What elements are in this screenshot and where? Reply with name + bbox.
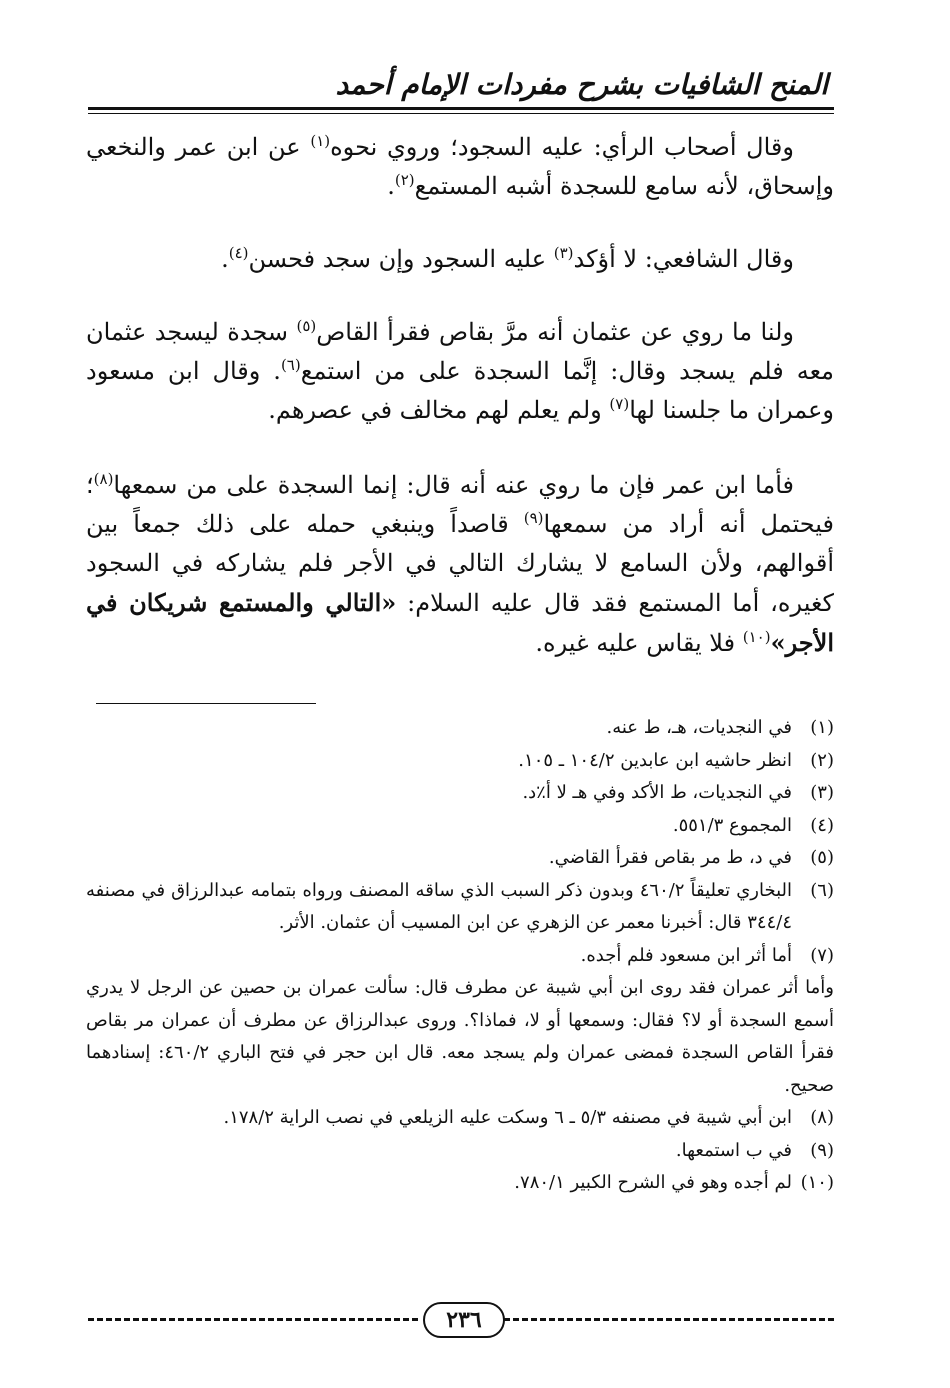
footnote-text: لم أجده وهو في الشرح الكبير ٧٨٠/١. <box>514 1172 792 1193</box>
text-segment: فأما ابن عمر فإن ما روي عنه أنه قال: إنما السجدة على من سمعها <box>113 471 794 499</box>
footnote-item <box>86 842 834 875</box>
paragraph-3 <box>86 313 834 430</box>
footnote-number: (٨) <box>810 1107 834 1128</box>
footnote-item <box>86 1102 834 1135</box>
footnote-text: ابن أبي شيبة في مصنفه ٥/٣ ـ ٦ وسكت عليه الزيلعي في نصب الراية ١٧٨/٢. <box>223 1107 792 1128</box>
paragraph-2-text <box>86 240 834 279</box>
text-segment: ؛ فيحتمل أنه أراد من سمعها <box>86 471 835 538</box>
footnote-number: (٣) <box>810 782 834 803</box>
footnote-text: المجموع ٥٥١/٣. <box>672 814 792 836</box>
text-segment: سجدة ليسجد عثمان معه فلم يسجد وقال: إنَّما السجدة على من استمع <box>86 318 835 385</box>
footnote-text: انظر حاشيه ابن عابدين ١٠٤/٢ ـ ١٠٥. <box>518 749 792 771</box>
footnote-number: (٦) <box>810 879 834 901</box>
footnote-ref-8: (٨) <box>93 470 114 488</box>
footnote-ref-6: (٦) <box>280 356 301 374</box>
hadith-quote: «التالي والمستمع شريكان في الأجر» <box>86 588 834 657</box>
footnote-text: في ب استمعها. <box>675 1139 792 1161</box>
text-segment: . <box>387 172 395 200</box>
text-segment: قاصداً وينبغي حمله على ذلك جمعاً بين أقوالهم، ولأن السامع لا يشارك التالي في الأجر فلم يشاركه في السجود كغيره، أما المستمع فقد قال عليه السلام: <box>86 510 834 617</box>
text-segment: . <box>221 245 229 273</box>
footnote-number: (٤) <box>810 814 834 836</box>
text-segment: . وقال ابن مسعود وعمران ما جلسنا لها <box>86 357 834 424</box>
text-segment: وقال الشافعي: لا أؤكد <box>573 245 794 273</box>
footnote-item <box>86 745 834 778</box>
footer-dashed-rule-right <box>504 1318 834 1321</box>
paragraph-1 <box>86 128 834 206</box>
footnote-text: أما أثر ابن مسعود فلم أجده. <box>580 944 792 966</box>
footnote-number: (٥) <box>810 847 834 868</box>
footnote-ref-10: (١٠) <box>742 628 771 646</box>
footnote-number: (٢) <box>810 749 834 771</box>
footnote-ref-4: (٤) <box>228 244 249 262</box>
footnote-text: في د، ط مر بقاص فقرأ القاضي. <box>548 847 792 868</box>
page-number: ٢٣٦ <box>423 1302 505 1338</box>
footnote-item <box>86 777 834 810</box>
footnote-item <box>86 940 834 973</box>
footnote-text: البخاري تعليقاً ٤٦٠/٢ وبدون ذكر السبب الذي ساقه المصنف ورواه بتمامه عبدالرزاق في مصنفه ٣٤٤/٤ قال: أخبرنا معمر عن الزهري عن ابن المسيب أن عثمان. الأثر. <box>86 879 792 933</box>
footnote-number: (٩) <box>810 1139 834 1161</box>
footnote-ref-9: (٩) <box>523 509 544 527</box>
footnote-item <box>86 1167 834 1200</box>
text-segment: ولنا ما روي عن عثمان أنه مرَّ بقاص فقرأ القاص <box>316 318 794 346</box>
paragraph-1-text <box>86 128 834 206</box>
footnote-number: (١) <box>810 717 834 738</box>
footnotes <box>86 712 834 1200</box>
footnote-item <box>86 1135 834 1168</box>
footnote-ref-1: (١) <box>310 132 331 150</box>
paragraph-4 <box>86 466 834 663</box>
text-segment: عن ابن عمر والنخعي وإسحاق، لأنه سامع للسجدة أشبه المستمع <box>86 133 834 200</box>
paragraph-3-text <box>86 313 834 430</box>
footnote-item <box>86 712 834 745</box>
footnote-number: (٧) <box>810 944 834 966</box>
header-title: المنح الشافيات بشرح مفردات الإمام أحمد <box>335 68 828 101</box>
footnote-text: في النجديات، ط الأكد وفي هـ لا أ٪د. <box>522 782 792 803</box>
footnote-item <box>86 875 834 940</box>
header-rule-thin <box>88 113 834 114</box>
footnote-continuation: وأما أثر عمران فقد روى ابن أبي شيبة عن مطرف قال: سألت عمران بن حصين عن الرجل لا يدري أسمع السجدة أو لا؟ فقال: وسمعها أو لا، فماذا؟. وروى عبدالرزاق عن مطرف أن عمران مر بقاص فقرأ القاص السجدة فمضى عمران ولم يسجد معه. قال ابن حجر في فتح الباري ٤٦٠/٢: إسنادهما صحيح. <box>86 977 834 1096</box>
footnote-ref-7: (٧) <box>609 395 630 413</box>
footnote-text: في النجديات، هـ، ط عنه. <box>606 717 792 738</box>
footer-dashed-rule-left <box>88 1318 418 1321</box>
footnote-number: (١٠) <box>800 1172 834 1193</box>
text-segment: ولم يعلم لهم مخالف في عصرهم. <box>268 396 610 424</box>
text-segment: وقال أصحاب الرأي: عليه السجود؛ وروي نحوه <box>330 133 794 161</box>
paragraph-4-text <box>86 466 834 663</box>
footnote-ref-3: (٣) <box>553 244 574 262</box>
page-footer <box>88 1302 834 1338</box>
text-segment: عليه السجود وإن سجد فحسن <box>248 245 554 273</box>
header-rule-thick <box>88 107 834 110</box>
paragraph-2 <box>86 240 834 279</box>
footnote-ref-2: (٢) <box>394 171 415 189</box>
footnote-item <box>86 810 834 843</box>
footnote-ref-5: (٥) <box>296 317 317 335</box>
footnote-separator <box>96 703 316 704</box>
text-segment: فلا يقاس عليه غيره. <box>535 629 743 657</box>
